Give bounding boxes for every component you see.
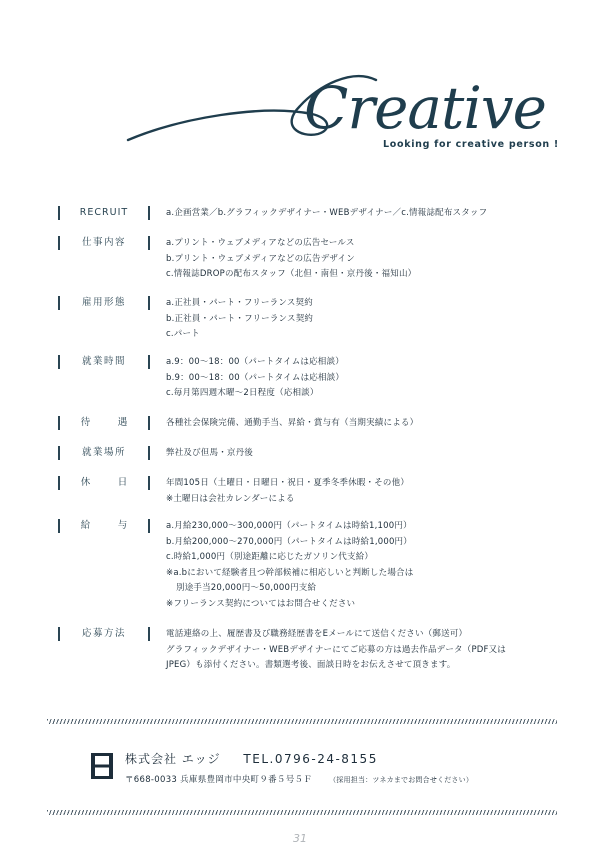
row-line: ※土曜日は会社カレンダーによる [166, 493, 295, 504]
row-line: a.プリント・ウェブメディアなどの広告セールス [166, 238, 355, 248]
row-values [166, 416, 586, 432]
row-label: 給 与 [58, 519, 150, 533]
row-values [166, 627, 586, 674]
row-label: 就業時間 [58, 355, 150, 369]
row-line: b.プリント・ウェブメディアなどの広告デザイン [166, 253, 355, 264]
row-line: b.正社員・パート・フリーランス契約 [166, 313, 314, 324]
row-label: 休 日 [58, 476, 150, 490]
row-line: a.9：00〜18：00（パートタイムは応相談） [166, 357, 344, 367]
row-values [166, 355, 586, 402]
company-address: 〒668-0033 兵庫県豊岡市中央町９番５号５Ｆ [125, 775, 313, 785]
row-values [166, 446, 586, 462]
row-line: a.企画営業／b.グラフィックデザイナー・WEBデザイナー／c.情報誌配布スタッフ [166, 208, 488, 218]
row-values [166, 476, 586, 507]
row-label: RECRUIT [58, 206, 150, 220]
row-label: 就業場所 [58, 446, 150, 460]
contact-note: （採用担当：ツネカまでお問合せください） [329, 776, 474, 784]
divider-bottom [47, 810, 557, 815]
row-line: b.月給200,000〜270,000円（パートタイムは時給1,000円） [166, 536, 412, 547]
row-label: 待 遇 [58, 416, 150, 430]
row-line: a.正社員・パート・フリーランス契約 [166, 298, 313, 308]
row-line: c.パート [166, 329, 200, 340]
tagline: Looking for creative person ! [383, 139, 559, 150]
company-info [125, 750, 378, 767]
row-line: ※a.bにおいて経験者且つ幹部候補に相応しいと判断した場合は [166, 567, 414, 578]
row-line: 各種社会保険完備、通勤手当、昇給・賞与有（当期実績による） [166, 418, 419, 428]
row-values [166, 519, 586, 613]
row-values [166, 206, 586, 222]
row-label: 雇用形態 [58, 296, 150, 310]
row-line: 弊社及び但馬・京丹後 [166, 448, 254, 458]
row-line: グラフィックデザイナー・WEBデザイナーにてご応募の方は過去作品データ（PDF又は [166, 644, 507, 655]
row-line: 別途手当20,000円〜50,000円支給 [176, 583, 317, 594]
row-line: 年間105日（土曜日・日曜日・祝日・夏季冬季休暇・その他） [166, 478, 410, 488]
company-logo-icon [90, 752, 114, 780]
row-line: c.毎月第四週木曜〜2日程度（応相談） [166, 388, 319, 399]
creative-script-title: Creative [304, 74, 546, 142]
row-line: c.時給1,000円（別途距離に応じたガソリン代支給） [166, 552, 374, 563]
row-values [166, 296, 586, 343]
row-line: 電話連絡の上、履歴書及び職務経歴書をEメールにて送信ください（郵送可） [166, 629, 468, 639]
company-address-line [125, 773, 473, 785]
row-line: b.9：00〜18：00（パートタイムは応相談） [166, 372, 345, 383]
row-line: ※フリーランス契約についてはお問合せください [166, 598, 356, 609]
row-values [166, 236, 586, 283]
row-label: 応募方法 [58, 627, 150, 641]
row-line: c.情報誌DROPの配布スタッフ（北但・南但・京丹後・福知山） [166, 269, 417, 280]
company-tel: TEL.0796-24-8155 [243, 752, 378, 766]
row-line: a.月給230,000〜300,000円（パートタイムは時給1,100円） [166, 521, 412, 531]
company-name: 株式会社 エッジ [125, 752, 221, 766]
page-number: 31 [293, 832, 307, 845]
row-label: 仕事内容 [58, 236, 150, 250]
row-line: JPEG）も添付ください。書類選考後、面談日時をお伝えさせて頂きます。 [166, 660, 456, 671]
divider-top [47, 719, 557, 724]
